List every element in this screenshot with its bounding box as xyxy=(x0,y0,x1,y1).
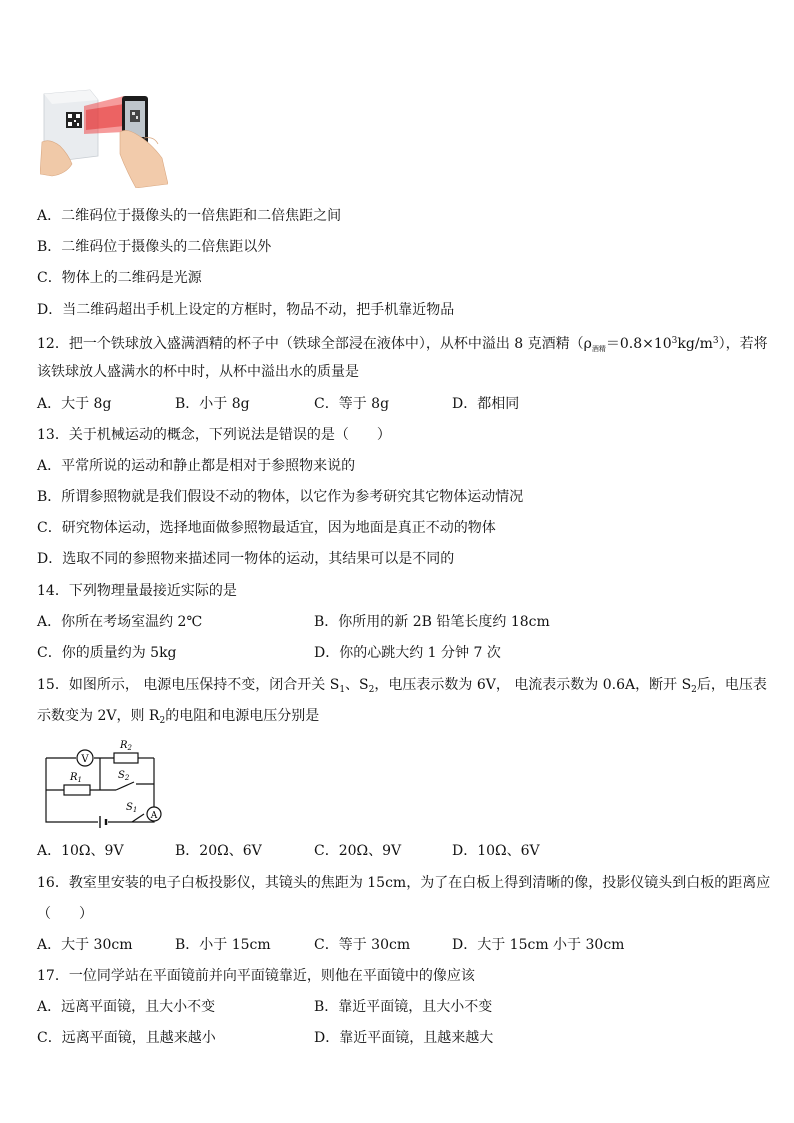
q12-option-c: C．等于 8g xyxy=(314,396,390,412)
q15-stem-line1: 15．如图所示， 电源电压保持不变，闭合开关 $S_1$、$S_2$，电压表示数为 6V， 电流表示数为 0.6A，断开 $S_2$后，电压表 xyxy=(37,677,767,695)
svg-text:V: V xyxy=(81,754,89,765)
q12-option-a: A．大于 8g xyxy=(37,396,112,412)
svg-text:A: A xyxy=(150,811,158,821)
q16-option-b: B．小于 15cm xyxy=(175,937,271,953)
q16-stem-line1: 16．教室里安装的电子白板投影仪，其镜头的焦距为 15cm，为了在白板上得到清晰的像，投影仪镜头到白板的距离应 xyxy=(37,875,771,891)
q13-option-c: C．研究物体运动，选择地面做参照物最适宜，因为地面是真正不动的物体 xyxy=(37,520,496,536)
q11-option-d: D．当二维码超出手机上设定的方框时，物品不动，把手机靠近物品 xyxy=(37,302,455,318)
q11-option-c: C．物体上的二维码是光源 xyxy=(37,270,202,286)
q12-stem-line2: 该铁球放人盛满水的杯中时，从杯中溢出水的质量是 xyxy=(37,364,359,380)
q14-option-a: A．你所在考场室温约 2℃ xyxy=(37,614,203,630)
q15-option-a: A．10Ω、9V xyxy=(37,843,124,859)
voltmeter-symbol xyxy=(77,750,93,766)
q17-option-d: D．靠近平面镜，且越来越大 xyxy=(314,1030,494,1046)
q16-option-a: A．大于 30cm xyxy=(37,937,133,953)
q12-stem-line1: 12．把一个铁球放入盛满酒精的杯子中（铁球全部浸在液体中），从杯中溢出 8 克酒精$(\rho_{酒精}=0.8\times 10^3kg/m^3)$，若将 xyxy=(37,336,768,353)
s2-label: $S_2$ xyxy=(118,770,130,782)
q15-option-c: C．20Ω、9V xyxy=(314,843,402,859)
ammeter-symbol xyxy=(147,807,161,821)
q17-stem: 17．一位同学站在平面镜前并向平面镜靠近，则他在平面镜中的像应该 xyxy=(37,968,475,984)
q15-stem-line2: 示数变为 2V，则 $R_2$的电阻和电源电压分别是 xyxy=(37,708,320,726)
q13-option-a: A．平常所说的运动和静止都是相对于参照物来说的 xyxy=(37,458,356,474)
q12-option-b: B．小于 8g xyxy=(175,396,250,412)
battery-symbol xyxy=(100,816,106,828)
q14-option-d: D．你的心跳大约 1 分钟 7 次 xyxy=(314,645,501,661)
q14-option-b: B．你所用的新 2B 铅笔长度约 18cm xyxy=(314,614,550,630)
q14-stem: 14．下列物理量最接近实际的是 xyxy=(37,583,237,599)
q17-option-c: C．远离平面镜，且越来越小 xyxy=(37,1030,216,1046)
q13-option-d: D．选取不同的参照物来描述同一物体的运动，其结果可以是不同的 xyxy=(37,551,455,567)
q15-option-d: D．10Ω、6V xyxy=(452,843,540,859)
q12-option-d: D．都相同 xyxy=(452,396,520,412)
resistor-r1 xyxy=(64,785,90,795)
q11-option-b: B．二维码位于摄像头的二倍焦距以外 xyxy=(37,239,272,255)
q13-stem: 13．关于机械运动的概念，下列说法是错误的是（ ） xyxy=(37,427,391,443)
q16-option-c: C．等于 30cm xyxy=(314,937,411,953)
r2-label: $R_2$ xyxy=(120,740,132,752)
q14-option-c: C．你的质量约为 5kg xyxy=(37,645,177,661)
q16-stem-line2: （ ） xyxy=(37,906,93,922)
q17-option-a: A．远离平面镜，且大小不变 xyxy=(37,999,216,1015)
circuit-diagram xyxy=(40,738,168,832)
s1-label: $S_1$ xyxy=(126,802,138,814)
q16-option-d: D．大于 15cm 小于 30cm xyxy=(452,937,625,953)
q17-option-b: B．靠近平面镜，且大小不变 xyxy=(314,999,493,1015)
qr-scan-photo xyxy=(40,88,168,188)
resistor-r2 xyxy=(114,753,138,763)
r1-label: $R_1$ xyxy=(70,772,82,784)
q13-option-b: B．所谓参照物就是我们假设不动的物体，以它作为参考研究其它物体运动情况 xyxy=(37,489,524,505)
q11-option-a: A．二维码位于摄像头的一倍焦距和二倍焦距之间 xyxy=(37,208,342,224)
q15-option-b: B．20Ω、6V xyxy=(175,843,262,859)
